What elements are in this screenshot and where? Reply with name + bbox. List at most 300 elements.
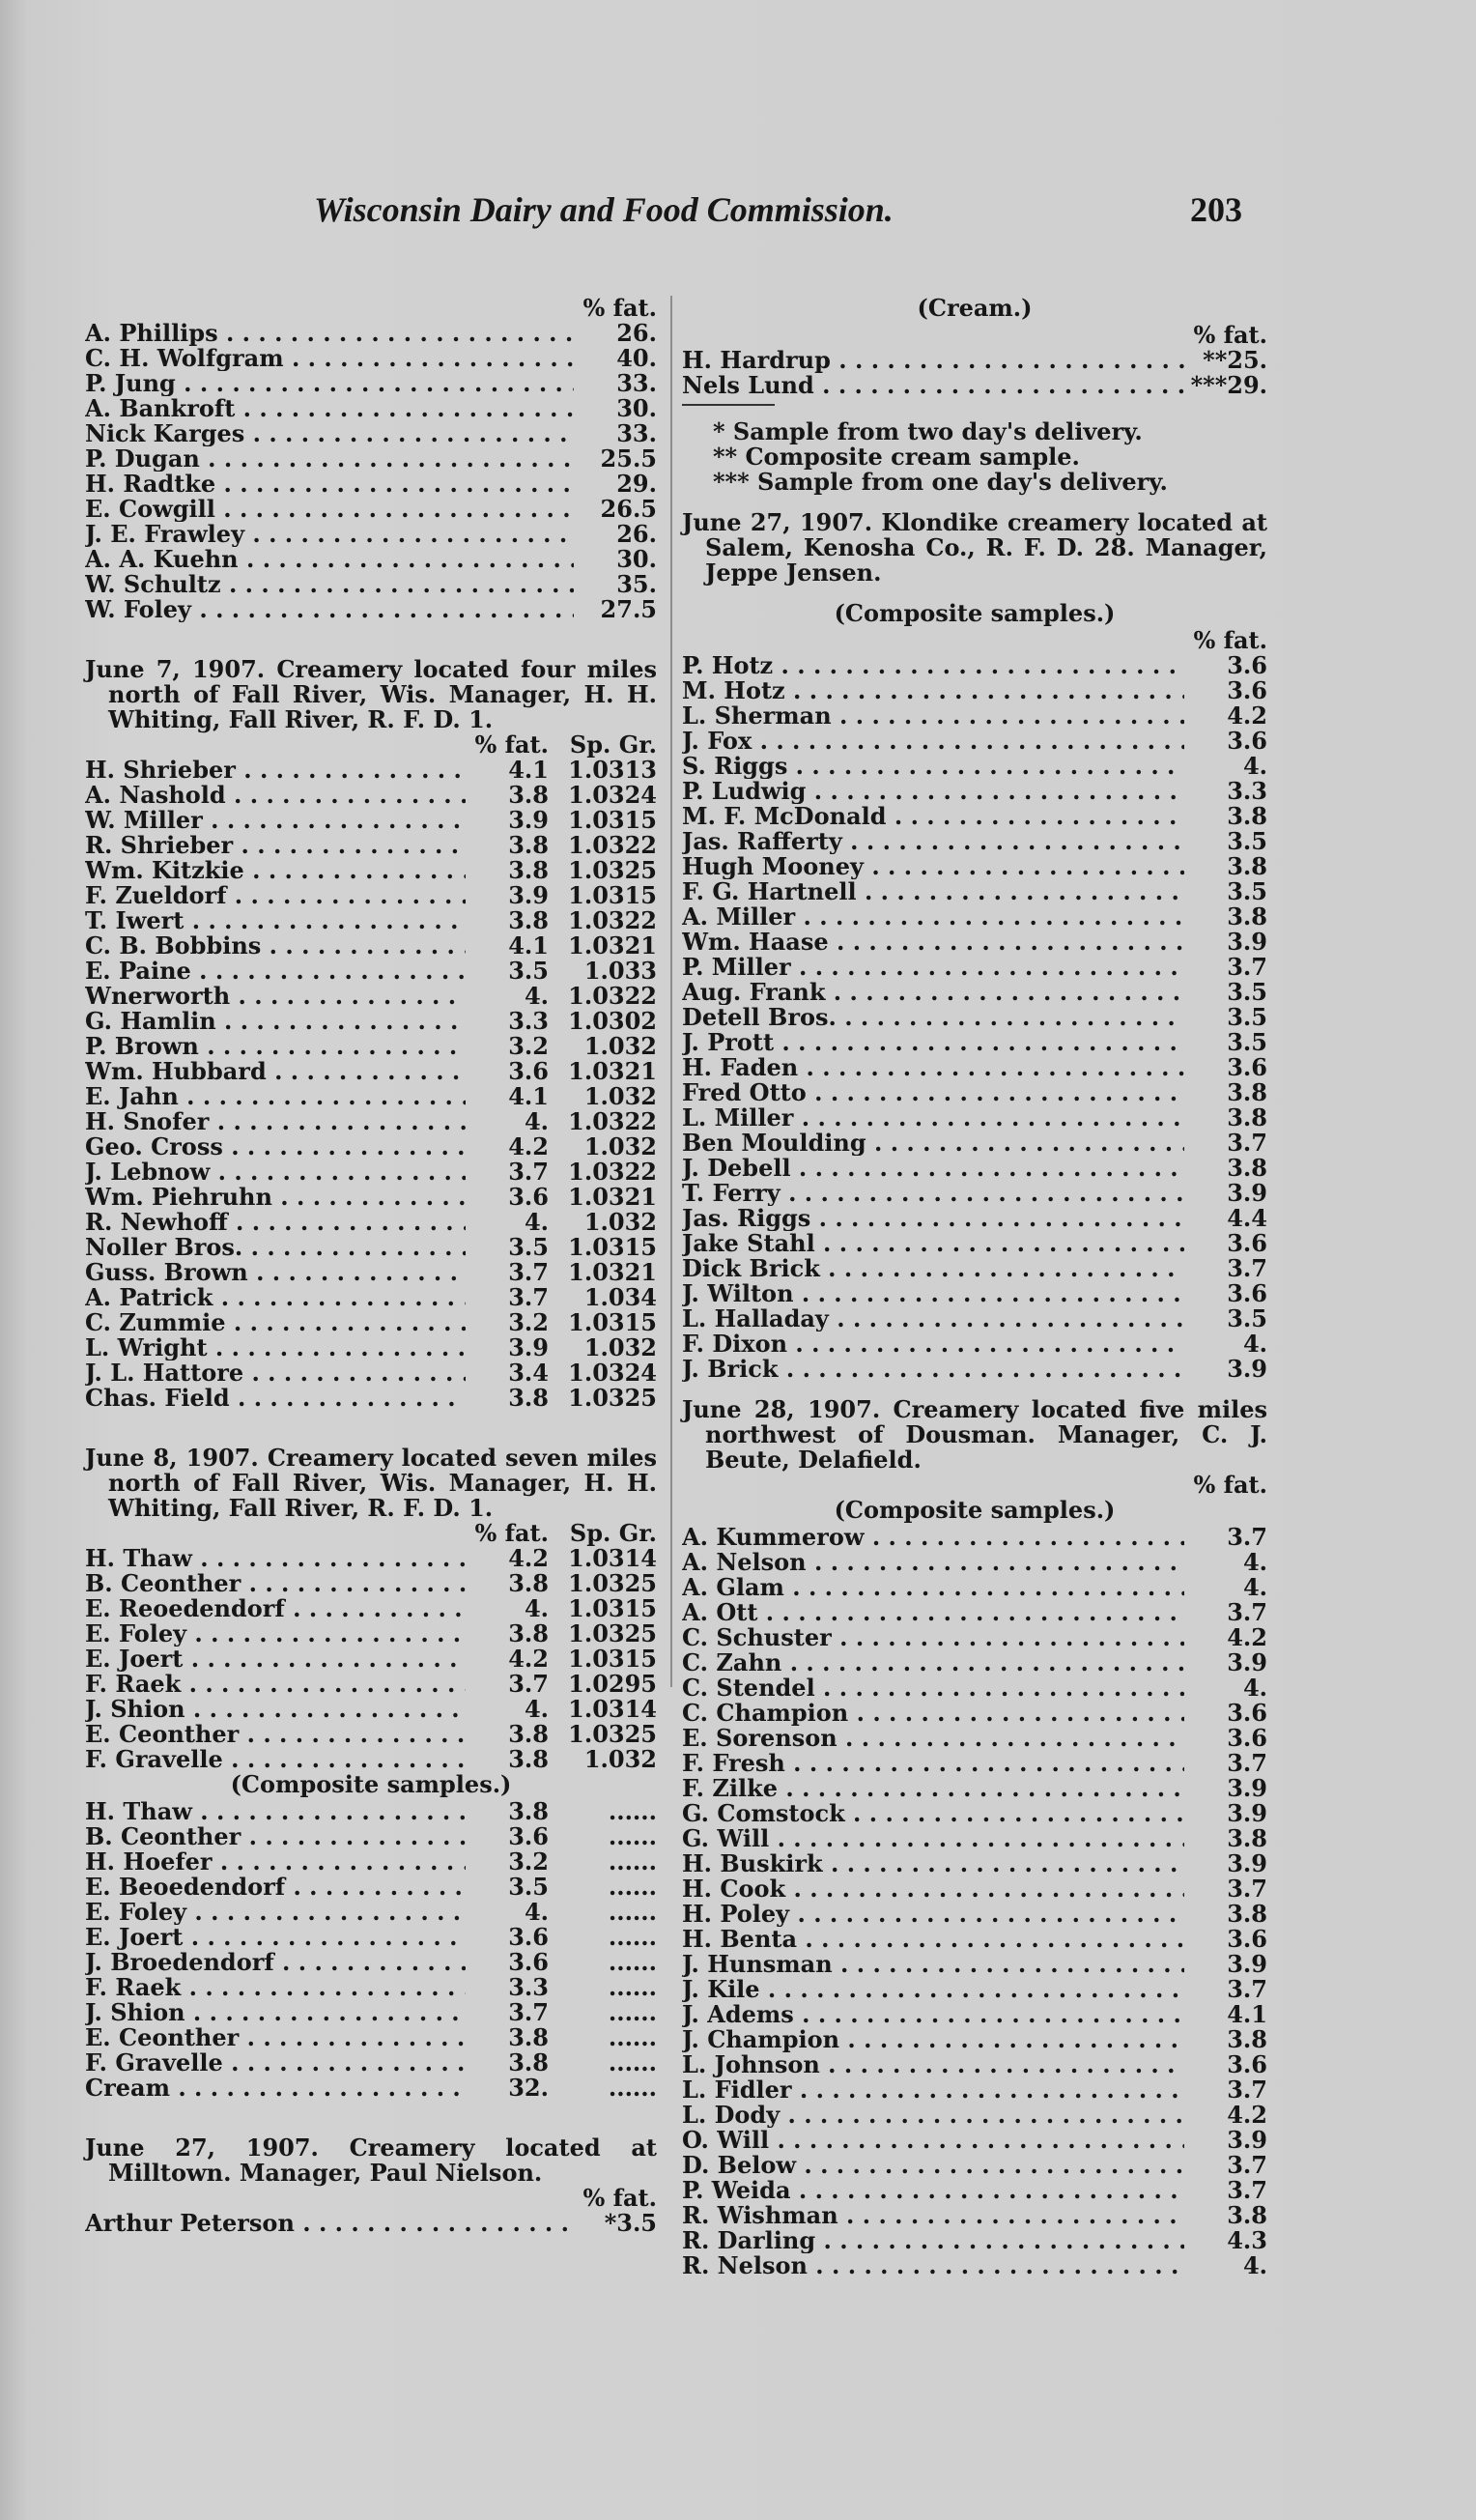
fat-value: 3.6 [1227,1055,1267,1080]
gravity-value: 1.033 [583,959,657,984]
table-row [682,2077,1267,2103]
gravity-value: 1.032 [583,1747,657,1772]
fat-value: 26. [616,321,657,346]
fat-value: 3.7 [1227,2153,1267,2178]
row-name: C. Zummie . . . [85,1310,466,1335]
gravity-value: 1.0325 [568,1386,657,1411]
table-row [682,779,1267,804]
table-row [682,1701,1267,1726]
table-body [682,348,1267,398]
gravity-value: 1.032 [583,1210,657,1235]
table-row [682,1131,1267,1156]
fat-value: 4.2 [1227,2103,1267,2128]
table-row [682,1952,1267,1977]
row-name: E. Ceonther . . . [85,1722,466,1747]
table-row [85,1722,657,1747]
row-name: J. Hunsman . . . [682,1952,1184,1977]
gravity-value: 1.0315 [568,1235,657,1260]
page-number: 203 [1190,190,1242,229]
row-name: H. Buskirk . . . [682,1851,1184,1876]
row-name: A. Miller . . . [682,904,1184,930]
fat-value: 3.5 [1227,879,1267,904]
fat-value: 3.4 [508,1360,549,1386]
gravity-column-header: Sp. Gr. [569,1519,657,1547]
fat-value: 4. [1242,1675,1267,1701]
row-name: C. Champion . . . [682,1701,1184,1726]
row-name: E. Joert . . . [85,1925,466,1950]
table-row [682,980,1267,1005]
table-row [85,1672,657,1697]
table-row [85,522,657,547]
row-name: E. Sorenson . . . [682,1726,1184,1751]
row-name: Fred Otto . . . [682,1080,1184,1105]
fat-value: 35. [616,572,657,597]
table-row [682,1776,1267,1801]
table-row [85,1134,657,1160]
table-row [85,1386,657,1411]
table-row [682,2203,1267,2228]
fat-column-header: % fat. [1193,321,1267,349]
table-row [682,1357,1267,1382]
gravity-value: 1.0321 [568,1260,657,1285]
table-row [682,1675,1267,1701]
row-name: P. Dugan . . . [85,446,574,472]
table-header [85,732,657,758]
gravity-value: ...... [608,1900,657,1925]
table-row [682,1751,1267,1776]
fat-value: 4.1 [508,1084,549,1109]
fat-value: 4.3 [1227,2228,1267,2253]
gravity-value: 1.0315 [568,883,657,908]
fat-value: 3.6 [1227,1927,1267,1952]
row-name: H. Hardrup . . . [682,348,1184,373]
fat-value: 3.7 [1227,2077,1267,2103]
gravity-value: ...... [608,2000,657,2025]
row-name: F. Gravelle . . . [85,1747,466,1772]
row-name: L. Johnson . . . [682,2052,1184,2077]
fat-value: 3.9 [1227,1181,1267,1206]
fat-value: 3.8 [508,1747,549,1772]
fat-value: 3.7 [1227,1876,1267,1902]
row-name: C. B. Bobbins . . . [85,933,466,959]
table-row [682,1826,1267,1851]
fat-column-header: % fat. [582,294,657,322]
table-row [682,2153,1267,2178]
row-name: J. L. Hattore . . . [85,1360,466,1386]
row-name: G. Will . . . [682,1826,1184,1851]
fat-value: 3.8 [508,2050,549,2076]
fat-value: 26.5 [600,497,657,522]
table-row [682,1332,1267,1357]
row-name: F. Gravelle . . . [85,2050,466,2076]
fat-value: 3.8 [508,1621,549,1647]
row-name: E. Ceonther . . . [85,2025,466,2050]
row-name: L. Miller . . . [682,1105,1184,1131]
fat-value: 4.2 [508,1647,549,1672]
fat-value: 3.7 [1227,1977,1267,2002]
row-name: A. Bankroft . . . [85,396,574,421]
row-name: P. Weida . . . [682,2178,1184,2203]
fat-value: 3.3 [1227,779,1267,804]
row-name: H. Cook . . . [682,1876,1184,1902]
table-row [85,959,657,984]
fat-value: 4.1 [508,758,549,783]
fat-value: 4. [524,1900,549,1925]
fat-value: 3.7 [508,1260,549,1285]
gravity-value: 1.0321 [568,1059,657,1084]
fat-value: 30. [616,547,657,572]
row-name: Hugh Mooney . . . [682,854,1184,879]
fat-value: 3.6 [508,1950,549,1975]
row-name: J. Broedendorf . . . [85,1950,466,1975]
table-row [85,1975,657,2000]
fat-value: 3.7 [1227,1256,1267,1281]
row-name: H. Faden . . . [682,1055,1184,1080]
gravity-value: ...... [608,1950,657,1975]
table-row [85,2000,657,2025]
fat-value: 3.8 [1227,854,1267,879]
row-name: H. Thaw . . . [85,1799,466,1824]
fat-value: 3.7 [508,1285,549,1310]
composite-heading: (Composite samples.) [230,1770,512,1798]
table-row [682,729,1267,754]
row-name: Cream . . . [85,2076,466,2101]
table-row [85,758,657,783]
table-row [85,371,657,396]
fat-value: 3.8 [508,783,549,808]
table-row [85,1260,657,1285]
row-name: M. F. McDonald . . . [682,804,1184,829]
table-row [85,1109,657,1134]
row-name: Guss. Brown . . . [85,1260,466,1285]
table-row [682,879,1267,904]
row-name: C. Stendel . . . [682,1675,1184,1701]
gravity-value: 1.0325 [568,1571,657,1596]
fat-value: 3.8 [1227,2027,1267,2052]
gravity-value: 1.032 [583,1134,657,1160]
gravity-value: ...... [608,1799,657,1824]
fat-value: 3.8 [1227,1156,1267,1181]
gravity-value: 1.0313 [568,758,657,783]
table-row [682,1231,1267,1256]
table-row [682,955,1267,980]
gravity-value: 1.0315 [568,808,657,833]
fat-value: 4. [1242,1550,1267,1575]
table-header [85,296,657,321]
row-name: H. Thaw . . . [85,1546,466,1571]
gravity-value: 1.0322 [568,1109,657,1134]
table-row [85,1799,657,1824]
gravity-value: 1.0315 [568,1647,657,1672]
row-name: L. Sherman . . . [682,703,1184,729]
fat-value: 30. [616,396,657,421]
fat-value: 4.1 [508,933,549,959]
table-row [682,1206,1267,1231]
table-row [85,1185,657,1210]
gravity-value: 1.0322 [568,1160,657,1185]
row-name: J. Lebnow . . . [85,1160,466,1185]
fat-value: 3.7 [1227,1600,1267,1625]
table-row [85,1596,657,1621]
fat-value: 3.9 [1227,1650,1267,1675]
fat-value: 3.8 [508,833,549,858]
table-row [682,1181,1267,1206]
table-row [85,808,657,833]
fat-value: 3.6 [508,1185,549,1210]
table-row [682,1055,1267,1080]
fat-value: 32. [508,2076,549,2101]
row-name: P. Miller . . . [682,955,1184,980]
table-row [85,472,657,497]
row-name: A. Nelson . . . [682,1550,1184,1575]
fat-value: 3.6 [508,1925,549,1950]
gravity-value: 1.0314 [568,1697,657,1722]
fat-value: 4. [524,984,549,1009]
gravity-value: 1.0322 [568,833,657,858]
row-name: C. Schuster . . . [682,1625,1184,1650]
table-row [85,1824,657,1849]
table-row [682,2128,1267,2153]
table-row [682,930,1267,955]
fat-value: 3.5 [1227,980,1267,1005]
fat-value: 3.5 [508,1235,549,1260]
fat-value: 3.8 [1227,904,1267,930]
table-row [682,2002,1267,2027]
row-name: B. Ceonther . . . [85,1571,466,1596]
fat-value: 3.5 [1227,829,1267,854]
gravity-value: 1.0324 [568,783,657,808]
table-row [682,1281,1267,1306]
fat-value: 3.5 [508,1875,549,1900]
row-name: T. Iwert . . . [85,908,466,933]
row-name: G. Comstock . . . [682,1801,1184,1826]
row-name: J. Debell . . . [682,1156,1184,1181]
footnote-rule [682,404,775,406]
table-row [682,804,1267,829]
running-header: Wisconsin Dairy and Food Commission. [314,190,894,229]
gravity-value: ...... [608,2025,657,2050]
fat-value: 3.9 [1227,1851,1267,1876]
row-name: Chas. Field . . . [85,1386,466,1411]
row-name: S. Riggs . . . [682,754,1184,779]
table-row [682,1550,1267,1575]
row-name: F. Fresh . . . [682,1751,1184,1776]
section-intro: June 8, 1907. Creamery located seven miles north of Fall River, Wis. Manager, H. H. Whiting, Fall River, R. F. D. 1. [85,1444,657,1522]
fat-value: 4. [1242,1332,1267,1357]
table-row [682,1726,1267,1751]
fat-value: 3.8 [508,858,549,883]
fat-value: 3.6 [1227,2052,1267,2077]
fat-value: 4. [1242,1575,1267,1600]
fat-value: 33. [616,371,657,396]
fat-column-header: % fat. [1193,626,1267,654]
table-row [682,653,1267,678]
row-name: Jas. Rafferty . . . [682,829,1184,854]
table-row [85,1950,657,1975]
table-row [85,1546,657,1571]
table-body [682,1525,1267,2278]
table-row [85,396,657,421]
gravity-value: 1.0325 [568,1621,657,1647]
fat-value: 4. [524,1210,549,1235]
table-row [85,1360,657,1386]
fat-value: 3.9 [508,1335,549,1360]
table-row [85,2076,657,2101]
fat-value: 3.8 [508,1799,549,1824]
row-name: J. Wilton . . . [682,1281,1184,1306]
fat-value: 3.9 [1227,2128,1267,2153]
gravity-value: 1.0324 [568,1360,657,1386]
row-name: L. Fidler . . . [682,2077,1184,2103]
table-row [682,1030,1267,1055]
fat-value: 3.9 [508,808,549,833]
gravity-value: 1.0321 [568,1185,657,1210]
row-name: M. Hotz . . . [682,678,1184,703]
table-row [682,678,1267,703]
row-name: H. Poley . . . [682,1902,1184,1927]
table-row [85,1160,657,1185]
fat-value: 3.8 [1227,1105,1267,1131]
row-name: Aug. Frank . . . [682,980,1184,1005]
gravity-value: ...... [608,1824,657,1849]
row-name: A. Ott . . . [682,1600,1184,1625]
row-name: P. Ludwig . . . [682,779,1184,804]
row-name: R. Darling . . . [682,2228,1184,2253]
row-name: A. Kummerow . . . [682,1525,1184,1550]
column-divider [670,296,672,1687]
table-row [85,1210,657,1235]
fat-value: 3.8 [508,1722,549,1747]
fat-value: 3.9 [1227,1952,1267,1977]
row-name: F. G. Hartnell . . . [682,879,1184,904]
table-row [682,348,1267,373]
row-name: D. Below . . . [682,2153,1184,2178]
gravity-value: 1.032 [583,1034,657,1059]
fat-value: 3.8 [508,2025,549,2050]
gravity-value: ...... [608,2076,657,2101]
row-name: Nick Karges . . . [85,421,574,446]
fat-value: 3.6 [1227,729,1267,754]
row-name: W. Miller . . . [85,808,466,833]
row-name: Dick Brick . . . [682,1256,1184,1281]
gravity-value: 1.0325 [568,1722,657,1747]
row-name: E. Paine . . . [85,959,466,984]
table-header [682,628,1267,653]
table-row [682,1575,1267,1600]
row-name: H. Shrieber . . . [85,758,466,783]
fat-value: 3.9 [1227,1357,1267,1382]
row-name: A. Patrick . . . [85,1285,466,1310]
row-name: Ben Moulding . . . [682,1131,1184,1156]
table-row [85,883,657,908]
fat-value: 3.6 [1227,1281,1267,1306]
row-name: A. Glam . . . [682,1575,1184,1600]
row-name: F. Raek . . . [85,1975,466,2000]
row-name: L. Dody . . . [682,2103,1184,2128]
gravity-value: 1.0295 [568,1672,657,1697]
fat-value: 25.5 [600,446,657,472]
table-row [85,1849,657,1875]
table-row [85,421,657,446]
table-row [85,984,657,1009]
table-row [85,2211,657,2236]
row-name: Wm. Haase . . . [682,930,1184,955]
table-row [85,2025,657,2050]
table-row [85,1621,657,1647]
table-row [85,1285,657,1310]
fat-value: 40. [616,346,657,371]
table-header [85,2186,657,2211]
row-name: H. Benta . . . [682,1927,1184,1952]
table-row [85,572,657,597]
row-name: H. Snofer . . . [85,1109,466,1134]
table-row [682,854,1267,879]
fat-value: 4. [524,1109,549,1134]
row-name: Wm. Hubbard . . . [85,1059,466,1084]
gravity-value: 1.0302 [568,1009,657,1034]
table-row [682,1902,1267,1927]
row-name: L. Wright . . . [85,1335,466,1360]
table-row [682,1600,1267,1625]
row-name: J. Shion . . . [85,1697,466,1722]
gravity-value: ...... [608,1875,657,1900]
row-name: F. Zueldorf . . . [85,883,466,908]
fat-value: 3.6 [1227,1726,1267,1751]
gravity-value: 1.032 [583,1084,657,1109]
table-row [85,547,657,572]
table-row [682,1080,1267,1105]
fat-value: 4.1 [1227,2002,1267,2027]
table-row [682,1105,1267,1131]
table-row [682,829,1267,854]
fat-value: 4. [524,1697,549,1722]
row-name: Detell Bros. . . . [682,1005,1184,1030]
fat-value: 3.9 [1227,1801,1267,1826]
gravity-value: 1.0325 [568,858,657,883]
gravity-value: 1.0322 [568,984,657,1009]
table-row [85,1009,657,1034]
row-name: E. Reoedendorf . . . [85,1596,466,1621]
table-row [85,1335,657,1360]
gravity-value: 1.034 [583,1285,657,1310]
fat-value: 27.5 [600,597,657,622]
fat-value: 3.8 [508,1571,549,1596]
fat-value: 3.8 [508,908,549,933]
row-name: E. Foley . . . [85,1900,466,1925]
fat-value: 3.8 [1227,804,1267,829]
row-name: A. A. Kuehn . . . [85,547,574,572]
row-name: A. Nashold . . . [85,783,466,808]
row-name: F. Raek . . . [85,1672,466,1697]
left-column [85,296,657,2236]
fat-value: 4.2 [508,1546,549,1571]
row-name: Noller Bros. . . . [85,1235,466,1260]
table-row [682,1256,1267,1281]
row-name: P. Brown . . . [85,1034,466,1059]
gravity-value: 1.0315 [568,1310,657,1335]
row-name: R. Newhoff . . . [85,1210,466,1235]
table-row [682,1801,1267,1826]
fat-value: 3.8 [508,1386,549,1411]
table-row [682,1977,1267,2002]
fat-value: 3.9 [508,883,549,908]
fat-value: 3.3 [508,1009,549,1034]
table-row [682,2228,1267,2253]
fat-value: 3.7 [508,2000,549,2025]
fat-value: 3.7 [508,1672,549,1697]
fat-value: 3.7 [1227,1525,1267,1550]
row-name: A. Phillips . . . [85,321,574,346]
